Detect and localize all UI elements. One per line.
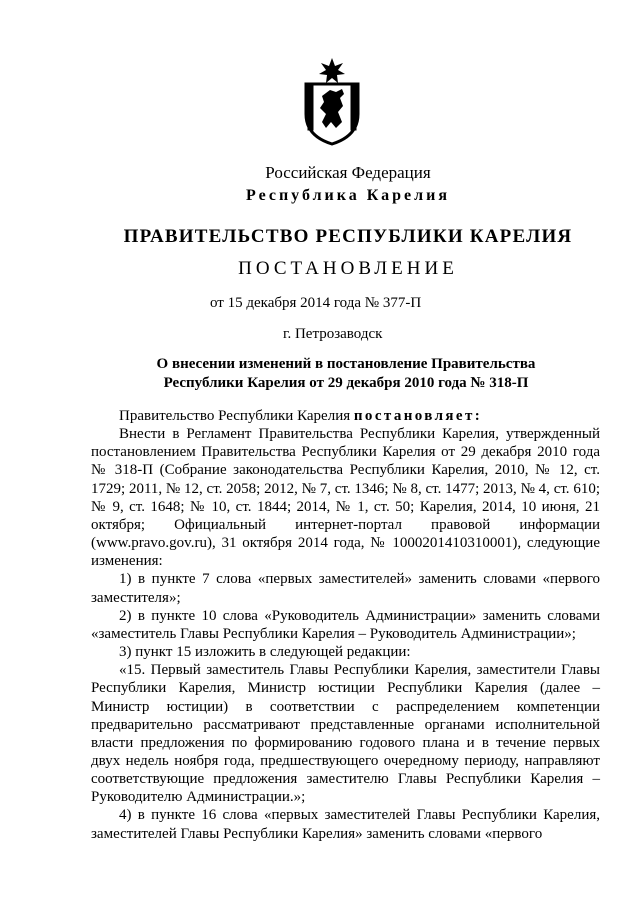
document-city: г. Петрозаводск [283, 326, 383, 342]
body-paragraph-1: Внести в Регламент Правительства Республики Карелия, утвержденный постановлением Правительства Республики Карелия от 29 декабря 2010 года № 318-П (Собрание законодательства Республики Карелия, 2010, № 12, ст. 1729; 2011, № 12, ст. 2058; 2012, № 7, ст. 1346; № 8, ст. 1477; 2013, № 4, ст. 610; № 9, ст. 1648; № 10, ст. 1844; 2014, № 1, ст. 50; Карелия, 2014, 10 июня, 21 октября; Официальный интернет-портал правовой информации (www.pravo.gov.ru), 31 октября 2014 года, № 1000201410310001), следующие изменения: [91, 426, 600, 570]
intro-prefix: Правительство Республики Карелия [119, 408, 351, 424]
document-date-number: от 15 декабря 2014 года № 377-П [210, 295, 422, 311]
republic-title: Республика Карелия [246, 187, 450, 204]
body-paragraph-5: «15. Первый заместитель Главы Республики Карелия, заместители Главы Республики Карелия, Министр юстиции Республики Карелия (далее – Министр юстиции) в соответствии с распределением компетенции предварительно рассматривают представленные органами исполнительной власти предложения по формированию годового плана и в течение первых двух недель ноября года, предшествующего очередному периоду, направляют соответствующие предложения заместителю Главы Республики Карелия – Руководителю Администрации.»; [91, 662, 600, 806]
body-paragraph-4: 3) пункт 15 изложить в следующей редакции: [119, 644, 411, 661]
body-paragraph-3: 2) в пункте 10 слова «Руководитель Администрации» заменить словами «заместитель Главы Республики Карелия – Руководитель Администрации»; [91, 607, 600, 642]
body-paragraph-6: 4) в пункте 16 слова «первых заместителей Главы Республики Карелия, заместителей Главы Республики Карелия» заменить словами «первого [91, 807, 600, 842]
federation-title: Российская Федерация [265, 163, 431, 182]
body-intro [91, 407, 600, 425]
subject-line-2: Республики Карелия от 29 декабря 2010 года № 318-П [163, 375, 529, 391]
government-title: ПРАВИТЕЛЬСТВО РЕСПУБЛИКИ КАРЕЛИЯ [123, 226, 573, 247]
body-paragraph-2: 1) в пункте 7 слова «первых заместителей» заменить словами «первого заместителя»; [91, 571, 600, 606]
document-body [91, 407, 600, 843]
coat-of-arms-icon [300, 56, 364, 146]
subject-line-1: О внесении изменений в постановление Правительства [156, 356, 536, 372]
document-type: ПОСТАНОВЛЕНИЕ [238, 258, 458, 279]
document-subject [92, 355, 600, 393]
intro-verb: постановляет: [353, 408, 483, 424]
